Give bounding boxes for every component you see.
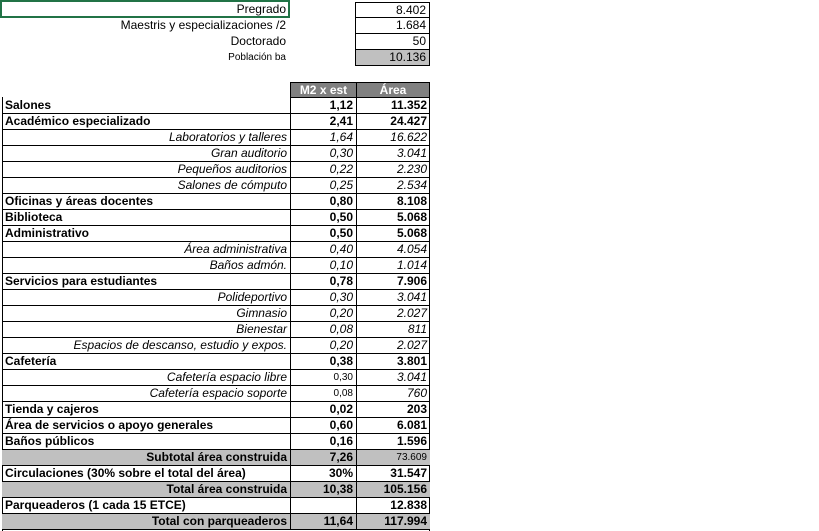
- row-area-value[interactable]: 117.994: [356, 514, 430, 530]
- row-label[interactable]: Cafetería espacio libre: [2, 370, 290, 386]
- row-m2-value[interactable]: 0,16: [290, 434, 356, 450]
- row-m2-value[interactable]: 1,64: [290, 130, 356, 146]
- row-area-value[interactable]: 3.041: [356, 290, 430, 306]
- row-m2-value[interactable]: 0,78: [290, 274, 356, 290]
- row-area-value[interactable]: 5.068: [356, 210, 430, 226]
- row-m2-value[interactable]: 0,38: [290, 354, 356, 370]
- row-area-value[interactable]: 31.547: [356, 466, 430, 482]
- row-m2-value[interactable]: 0,08: [290, 322, 356, 338]
- row-area-value[interactable]: 73.609: [356, 450, 430, 466]
- row-area-value[interactable]: 1.014: [356, 258, 430, 274]
- row-m2-value[interactable]: 0,25: [290, 178, 356, 194]
- row-area-value[interactable]: 3.801: [356, 354, 430, 370]
- row-area-value[interactable]: 4.054: [356, 242, 430, 258]
- row-m2-value[interactable]: 11,64: [290, 514, 356, 530]
- row-m2-value[interactable]: 1,12: [290, 98, 356, 114]
- row-area-value[interactable]: 105.156: [356, 482, 430, 498]
- row-m2-value[interactable]: 0,20: [290, 338, 356, 354]
- row-label[interactable]: Cafetería: [2, 354, 290, 370]
- row-label[interactable]: Gimnasio: [2, 306, 290, 322]
- row-m2-value[interactable]: 0,80: [290, 194, 356, 210]
- row-label[interactable]: Administrativo: [2, 226, 290, 242]
- row-area-value[interactable]: 2.027: [356, 338, 430, 354]
- row-label[interactable]: Área de servicios o apoyo generales: [2, 418, 290, 434]
- row-m2-value[interactable]: 0,30: [290, 290, 356, 306]
- row-label[interactable]: Académico especializado: [2, 114, 290, 130]
- row-label[interactable]: Circulaciones (30% sobre el total del área): [2, 466, 290, 482]
- top-label-pregrado[interactable]: Pregrado: [236, 2, 286, 16]
- row-area-value[interactable]: 1.596: [356, 434, 430, 450]
- row-area-value[interactable]: 2.027: [356, 306, 430, 322]
- row-m2-value[interactable]: 0,40: [290, 242, 356, 258]
- row-label[interactable]: Baños públicos: [2, 434, 290, 450]
- row-area-value[interactable]: 811: [356, 322, 430, 338]
- row-label[interactable]: Total área construida: [2, 482, 290, 498]
- row-m2-value[interactable]: 0,22: [290, 162, 356, 178]
- row-m2-value[interactable]: 0,08: [290, 386, 356, 402]
- row-m2-value[interactable]: 0,30: [290, 370, 356, 386]
- row-label[interactable]: Pequeños auditorios: [2, 162, 290, 178]
- top-value-doctorado[interactable]: 50: [355, 34, 430, 50]
- row-area-value[interactable]: 11.352: [356, 98, 430, 114]
- row-label[interactable]: Baños admón.: [2, 258, 290, 274]
- row-m2-value[interactable]: 10,38: [290, 482, 356, 498]
- row-label[interactable]: Cafetería espacio soporte: [2, 386, 290, 402]
- row-m2-value[interactable]: 0,02: [290, 402, 356, 418]
- row-m2-value[interactable]: 30%: [290, 466, 356, 482]
- row-m2-value[interactable]: [290, 498, 356, 514]
- row-area-value[interactable]: 5.068: [356, 226, 430, 242]
- row-m2-value[interactable]: 0,30: [290, 146, 356, 162]
- row-label[interactable]: Total con parqueaderos: [2, 514, 290, 530]
- row-m2-value[interactable]: 0,50: [290, 210, 356, 226]
- row-area-value[interactable]: 8.108: [356, 194, 430, 210]
- top-label-maestrias[interactable]: Maestris y especializaciones /2: [120, 18, 286, 32]
- row-area-value[interactable]: 2.534: [356, 178, 430, 194]
- row-label[interactable]: Servicios para estudiantes: [2, 274, 290, 290]
- row-label[interactable]: Gran auditorio: [2, 146, 290, 162]
- row-m2-value[interactable]: 2,41: [290, 114, 356, 130]
- row-area-value[interactable]: 3.041: [356, 370, 430, 386]
- row-label[interactable]: Área administrativa: [2, 242, 290, 258]
- top-value-maestrias[interactable]: 1.684: [355, 18, 430, 34]
- row-m2-value[interactable]: 0,50: [290, 226, 356, 242]
- row-area-value[interactable]: 2.230: [356, 162, 430, 178]
- header-area[interactable]: Área: [356, 82, 430, 98]
- row-area-value[interactable]: 7.906: [356, 274, 430, 290]
- row-label[interactable]: Bienestar: [2, 322, 290, 338]
- row-m2-value[interactable]: 7,26: [290, 450, 356, 466]
- row-m2-value[interactable]: 0,20: [290, 306, 356, 322]
- row-area-value[interactable]: 12.838: [356, 498, 430, 514]
- row-m2-value[interactable]: 0,60: [290, 418, 356, 434]
- row-label[interactable]: Oficinas y áreas docentes: [2, 194, 290, 210]
- top-label-doctorado[interactable]: Doctorado: [230, 34, 286, 48]
- row-label[interactable]: Laboratorios y talleres: [2, 130, 290, 146]
- top-value-pregrado[interactable]: 8.402: [355, 2, 430, 18]
- header-m2[interactable]: M2 x est: [290, 82, 356, 98]
- row-area-value[interactable]: 3.041: [356, 146, 430, 162]
- row-label[interactable]: Salones de cómputo: [2, 178, 290, 194]
- row-area-value[interactable]: 16.622: [356, 130, 430, 146]
- top-value-poblacion[interactable]: 10.136: [355, 50, 430, 66]
- row-label[interactable]: Subtotal área construida: [2, 450, 290, 466]
- row-label[interactable]: Tienda y cajeros: [2, 402, 290, 418]
- row-label[interactable]: Salones: [2, 98, 290, 114]
- row-area-value[interactable]: 203: [356, 402, 430, 418]
- row-label[interactable]: Espacios de descanso, estudio y expos.: [2, 338, 290, 354]
- row-label[interactable]: Biblioteca: [2, 210, 290, 226]
- row-area-value[interactable]: 6.081: [356, 418, 430, 434]
- row-label[interactable]: Polideportivo: [2, 290, 290, 306]
- row-m2-value[interactable]: 0,10: [290, 258, 356, 274]
- row-area-value[interactable]: 24.427: [356, 114, 430, 130]
- row-label[interactable]: Parqueaderos (1 cada 15 ETCE): [2, 498, 290, 514]
- top-label-poblacion[interactable]: Población ba: [228, 52, 286, 63]
- row-area-value[interactable]: 760: [356, 386, 430, 402]
